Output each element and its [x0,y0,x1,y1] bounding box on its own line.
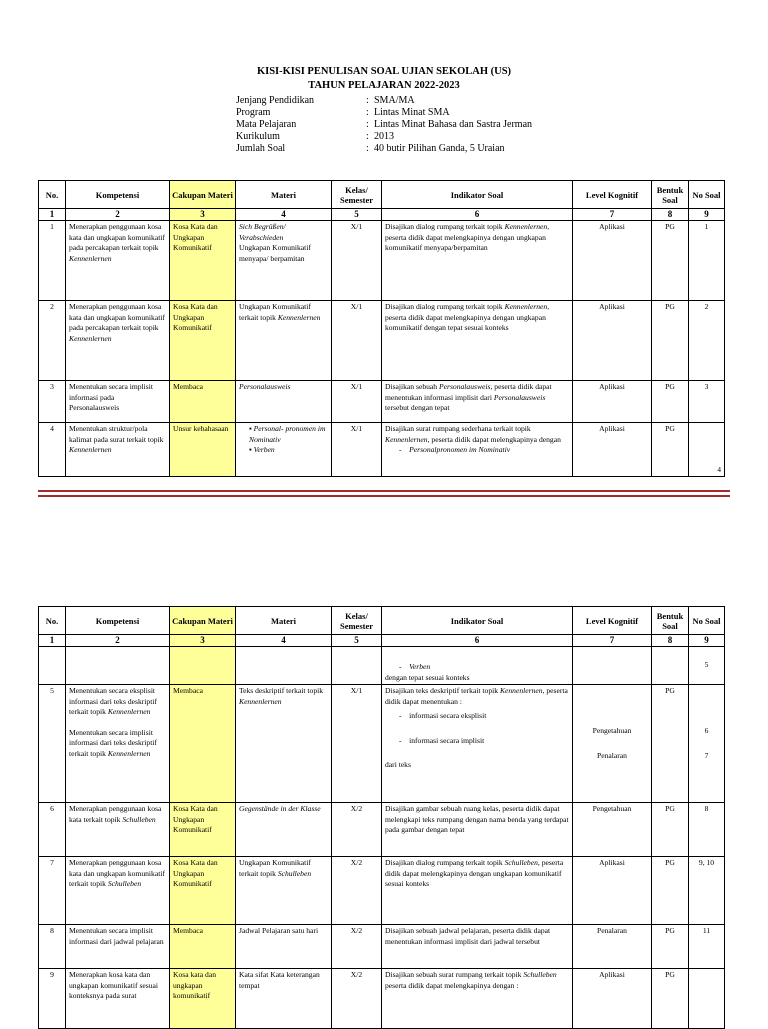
kelas-cell: X/2 [332,803,382,857]
header-cakupan: Cakupan Materi [170,607,236,635]
colnum: 7 [573,209,652,221]
header-materi: Materi [236,181,332,209]
kisi-kisi-table-page-1 [38,180,725,477]
colnum: 1 [39,209,66,221]
header-kompetensi: Kompetensi [66,607,170,635]
table-row [39,857,725,925]
level-cell: Aplikasi [573,423,652,477]
bentuk-cell: PG [652,969,689,1029]
nosoal-cell: 9, 10 [689,857,725,925]
materi-cell: Personalausweis [236,381,332,423]
kelas-cell: X/1 [332,423,382,477]
row-no: 7 [39,857,66,925]
header-indikator: Indikator Soal [382,607,573,635]
bentuk-cell: PG [652,423,689,477]
kisi-kisi-table-page-2 [38,606,725,1029]
colnum: 1 [39,635,66,647]
materi-cell: ▪ Personal- pronomen im Nominativ ▪ Verben [236,423,332,477]
cakupan-cell: Unsur kebahasaan [170,423,236,477]
table-row [39,969,725,1029]
row-no: 6 [39,803,66,857]
kompetensi-cell: Menerapkan kosa kata dan ungkapan komunikatif sesuai konteksnya pada surat [66,969,170,1029]
table-row [39,647,725,685]
bentuk-cell: PG [652,685,689,803]
nosoal-cell: 5 [689,647,725,685]
page-separator-line [38,490,730,492]
colnum: 2 [66,635,170,647]
kelas-cell: X/2 [332,925,382,969]
kompetensi-cell: Menentukan secara implisit informasi dari jadwal pelajaran [66,925,170,969]
kelas-cell: X/1 [332,301,382,381]
colnum: 9 [689,209,725,221]
materi-cell: Kata sifat Kata keterangan tempat [236,969,332,1029]
kelas-cell: X/1 [332,685,382,803]
table-row [39,221,725,301]
bentuk-cell: PG [652,803,689,857]
indikator-cell: Disajikan dialog rumpang terkait topik Kennenlernen, peserta didik dapat melengkapinya dengan ungkapan komunikatif menyapa/berpamitan [382,221,573,301]
kompetensi-cell: Menerapkan penggunaan kosa kata dan ungkapan komunikatif pada percakapan terkait topik Kennenlernen [66,301,170,381]
cakupan-cell: Membaca [170,381,236,423]
colnum: 2 [66,209,170,221]
colnum: 3 [170,635,236,647]
table-row [39,925,725,969]
meta-row-program: Program : Lintas Minat SMA [236,107,450,118]
meta-row-kurikulum: Kurikulum : 2013 [236,131,394,142]
kelas-cell: X/2 [332,969,382,1029]
materi-cell: Ungkapan Komunikatif terkait topik Schulleben [236,857,332,925]
header-level: Level Kognitif [573,181,652,209]
header-no: No. [39,181,66,209]
kompetensi-cell: Menerapkan penggunaan kosa kata dan ungkapan komunikatif terkait topik Schulleben [66,857,170,925]
kompetensi-cell: Menerapkan penggunaan kosa kata terkait topik Schulleben [66,803,170,857]
row-no: 4 [39,423,66,477]
nosoal-cell [689,969,725,1029]
header-nosoal: No Soal [689,181,725,209]
table-row [39,301,725,381]
colnum: 5 [332,635,382,647]
page-separator-line [38,495,730,497]
bentuk-cell: PG [652,857,689,925]
cakupan-cell: Membaca [170,685,236,803]
level-cell: Aplikasi [573,301,652,381]
indikator-cell: Disajikan dialog rumpang terkait topik Kennenlernen, peserta didik dapat melengkapinya dengan ungkapan komunikatif dengan tepat sesuai konteks [382,301,573,381]
indikator-cell: Disajikan sebuah jadwal pelajaran, peserta didik dapat menentukan informasi implisit dari jadwal tersebut [382,925,573,969]
colnum: 8 [652,635,689,647]
nosoal-cell: 3 [689,381,725,423]
cakupan-cell: Kosa Kata dan Ungkapan Komunikatif [170,221,236,301]
materi-cell: Sich Begrüßen/ Verabschieden Ungkapan Komunikatif menyapa/ berpamitan [236,221,332,301]
row-no: 5 [39,685,66,803]
header-indikator: Indikator Soal [382,181,573,209]
colnum: 4 [236,209,332,221]
document-meta [236,95,532,155]
meta-row-jenjang: Jenjang Pendidikan : SMA/MA [236,95,415,106]
colnum: 7 [573,635,652,647]
nosoal-cell: 2 [689,301,725,381]
cakupan-cell: Kosa Kata dan Ungkapan Komunikatif [170,803,236,857]
level-cell: Aplikasi [573,381,652,423]
indikator-cell: - Verben dengan tepat sesuai konteks [382,647,573,685]
indikator-cell: Disajikan surat rumpang sederhana terkait topik Kennenlernen, peserta didik dapat melengkapinya dengan - Personalpronomen im Nominativ [382,423,573,477]
level-cell: Pengetahuan Penalaran [573,685,652,803]
nosoal-cell: 1 [689,221,725,301]
colnum: 8 [652,209,689,221]
column-number-row [39,209,725,221]
kompetensi-cell: Menentukan secara eksplisit informasi dari teks deskriptif terkait topik Kennenlernen Menentukan secara implisit informasi dari teks deskriptif terkait topik Kennenlernen [66,685,170,803]
indikator-cell: Disajikan dialog rumpang terkait topik Schulleben, peserta didik dapat melengkapinya dengan ungkapan komunikatif sesuai konteks [382,857,573,925]
materi-cell: Ungkapan Komunikatif terkait topik Kennenlernen [236,301,332,381]
level-cell: Pengetahuan [573,803,652,857]
header-kelas: Kelas/ Semester [332,607,382,635]
bentuk-cell: PG [652,925,689,969]
colnum: 3 [170,209,236,221]
row-no: 9 [39,969,66,1029]
table-row [39,803,725,857]
table-row [39,381,725,423]
row-no: 3 [39,381,66,423]
bentuk-cell: PG [652,301,689,381]
level-cell: Aplikasi [573,969,652,1029]
header-no: No. [39,607,66,635]
header-level: Level Kognitif [573,607,652,635]
indikator-cell: Disajikan sebuah Personalausweis, peserta didik dapat menentukan informasi implisit dari Personalausweis tersebut dengan tepat [382,381,573,423]
kompetensi-cell: Menerapkan penggunaan kosa kata dan ungkapan komunikatif pada percakapan terkait topik Kennenlernen [66,221,170,301]
document-title: KISI-KISI PENULISAN SOAL UJIAN SEKOLAH (US) [256,66,512,77]
table-row [39,423,725,477]
header-kelas: Kelas/ Semester [332,181,382,209]
colnum: 4 [236,635,332,647]
row-no: 2 [39,301,66,381]
materi-cell: Teks deskriptif terkait topik Kennenlernen [236,685,332,803]
kelas-cell: X/1 [332,381,382,423]
header-nosoal: No Soal [689,607,725,635]
header-bentuk: Bentuk Soal [652,181,689,209]
meta-row-mapel: Mata Pelajaran : Lintas Minat Bahasa dan Sastra Jerman [236,119,533,130]
level-cell: Aplikasi [573,221,652,301]
nosoal-cell: 6 7 [689,685,725,803]
row-no: 1 [39,221,66,301]
kompetensi-cell: Menentukan struktur/pola kalimat pada surat terkait topik Kennenlernen [66,423,170,477]
header-materi: Materi [236,607,332,635]
indikator-cell: Disajikan gambar sebuah ruang kelas, peserta didik dapat melengkapi teks rumpang dengan nama benda yang terdapat pada gambar dengan tepat [382,803,573,857]
cakupan-cell: Kosa Kata dan Ungkapan Komunikatif [170,301,236,381]
colnum: 9 [689,635,725,647]
materi-cell: Jadwal Pelajaran satu hari [236,925,332,969]
header-kompetensi: Kompetensi [66,181,170,209]
table-row [39,685,725,803]
cakupan-cell: Kosa kata dan ungkapan komunikatif [170,969,236,1029]
cakupan-cell: Membaca [170,925,236,969]
level-cell: Penalaran [573,925,652,969]
nosoal-cell: 8 [689,803,725,857]
colnum: 6 [382,635,573,647]
bentuk-cell: PG [652,221,689,301]
document-subtitle: TAHUN PELAJARAN 2022-2023 [308,80,460,91]
table-header-row [39,181,725,209]
meta-row-jumlah-soal: Jumlah Soal : 40 butir Pilihan Ganda, 5 Uraian [236,143,505,154]
materi-cell: Gegenstände in der Klasse [236,803,332,857]
column-number-row [39,635,725,647]
kelas-cell: X/1 [332,221,382,301]
kelas-cell: X/2 [332,857,382,925]
header-cakupan: Cakupan Materi [170,181,236,209]
row-no: 8 [39,925,66,969]
cakupan-cell: Kosa Kata dan Ungkapan Komunikatif [170,857,236,925]
header-bentuk: Bentuk Soal [652,607,689,635]
nosoal-cell: 4 [689,423,725,477]
level-cell: Aplikasi [573,857,652,925]
nosoal-cell: 11 [689,925,725,969]
kompetensi-cell: Menentukan secara implisit informasi pada Personalausweis [66,381,170,423]
indikator-cell: Disajikan teks deskriptif terkait topik Kennenlernen, peserta didik dapat menentukan : - informasi secara eksplisit - informasi secara implisit dari teks [382,685,573,803]
colnum: 5 [332,209,382,221]
indikator-cell: Disajikan sebuah surat rumpang terkait topik Schulleben peserta didik dapat melengkapinya dengan : [382,969,573,1029]
bentuk-cell: PG [652,381,689,423]
colnum: 6 [382,209,573,221]
table-header-row [39,607,725,635]
